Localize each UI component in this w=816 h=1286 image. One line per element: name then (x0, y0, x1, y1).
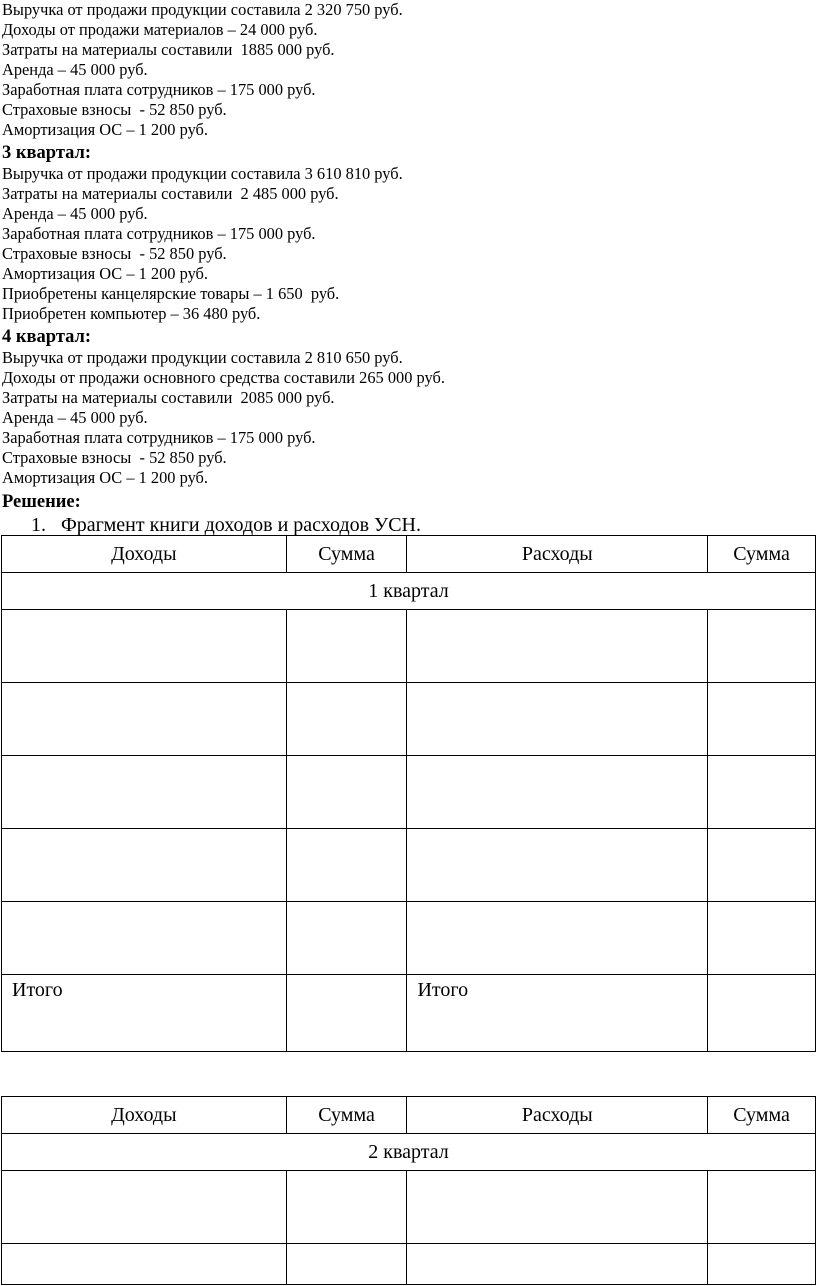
table-cell[interactable] (286, 610, 407, 683)
text-line: Аренда – 45 000 руб. (2, 204, 148, 223)
table-cell[interactable] (2, 1244, 287, 1285)
table-row (2, 902, 816, 975)
text-line: Заработная плата сотрудников – 175 000 руб. (2, 428, 316, 447)
text-line: Затраты на материалы составили 1885 000 руб. (2, 40, 335, 59)
table-cell[interactable] (708, 829, 816, 902)
table-cell[interactable] (407, 829, 708, 902)
table-cell[interactable] (407, 610, 708, 683)
table-cell[interactable] (286, 829, 407, 902)
total-row (2, 975, 816, 1052)
table-cell[interactable] (708, 1244, 816, 1285)
total-income-sum[interactable] (286, 975, 407, 1052)
text-line: Доходы от продажи основного средства составили 265 000 руб. (2, 368, 445, 387)
quarter-label: 2 квартал (2, 1134, 816, 1171)
table-cell[interactable] (2, 683, 287, 756)
text-line: Страховые взносы - 52 850 руб. (2, 100, 227, 119)
table-row (2, 756, 816, 829)
header-sum: Сумма (708, 536, 816, 573)
income-expense-table-q2 (1, 1096, 816, 1285)
table-cell[interactable] (286, 683, 407, 756)
quarter-row (2, 1134, 816, 1171)
table-cell[interactable] (286, 1171, 407, 1244)
text-line: Приобретены канцелярские товары – 1 650 руб. (2, 284, 340, 303)
table-cell[interactable] (708, 902, 816, 975)
list-item-number: 1. (31, 514, 46, 536)
table-row (2, 610, 816, 683)
table-cell[interactable] (708, 610, 816, 683)
total-expenses-sum[interactable] (708, 975, 816, 1052)
total-expenses-label: Итого (407, 975, 708, 1052)
header-sum: Сумма (708, 1097, 816, 1134)
text-line: Страховые взносы - 52 850 руб. (2, 244, 227, 263)
table-row (2, 1244, 816, 1285)
table-cell[interactable] (2, 1171, 287, 1244)
section-heading-q4: 4 квартал: (2, 327, 92, 347)
text-line: Доходы от продажи материалов – 24 000 руб. (2, 20, 318, 39)
table-header-row (2, 1097, 816, 1134)
header-expenses: Расходы (407, 536, 708, 573)
text-line: Амортизация ОС – 1 200 руб. (2, 468, 208, 487)
section-heading-solution: Решение: (2, 492, 81, 512)
text-line: Заработная плата сотрудников – 175 000 руб. (2, 224, 316, 243)
header-expenses: Расходы (407, 1097, 708, 1134)
text-line: Аренда – 45 000 руб. (2, 60, 148, 79)
text-line: Выручка от продажи продукции составила 2 810 650 руб. (2, 348, 403, 367)
header-sum: Сумма (286, 536, 407, 573)
text-line: Затраты на материалы составили 2085 000 руб. (2, 388, 335, 407)
table-cell[interactable] (286, 1244, 407, 1285)
table-cell[interactable] (708, 1171, 816, 1244)
table-cell[interactable] (2, 829, 287, 902)
quarter-label: 1 квартал (2, 573, 816, 610)
header-income: Доходы (2, 536, 287, 573)
text-line: Аренда – 45 000 руб. (2, 408, 148, 427)
header-income: Доходы (2, 1097, 287, 1134)
table-row (2, 1171, 816, 1244)
text-line: Затраты на материалы составили 2 485 000 руб. (2, 184, 339, 203)
text-line: Заработная плата сотрудников – 175 000 руб. (2, 80, 316, 99)
table-header-row (2, 536, 816, 573)
list-item (31, 513, 421, 537)
section-heading-q3: 3 квартал: (2, 143, 92, 163)
table-cell[interactable] (708, 683, 816, 756)
table-cell[interactable] (407, 756, 708, 829)
text-line: Выручка от продажи продукции составила 3 610 810 руб. (2, 164, 403, 183)
table-row (2, 829, 816, 902)
table-cell[interactable] (2, 610, 287, 683)
quarter-row (2, 573, 816, 610)
table-cell[interactable] (407, 1171, 708, 1244)
table-cell[interactable] (286, 902, 407, 975)
header-sum: Сумма (286, 1097, 407, 1134)
text-line: Амортизация ОС – 1 200 руб. (2, 264, 208, 283)
table-cell[interactable] (2, 902, 287, 975)
total-income-label: Итого (2, 975, 287, 1052)
table-cell[interactable] (708, 756, 816, 829)
table-cell[interactable] (2, 756, 287, 829)
table-cell[interactable] (286, 756, 407, 829)
text-line: Амортизация ОС – 1 200 руб. (2, 120, 208, 139)
text-line: Страховые взносы - 52 850 руб. (2, 448, 227, 467)
text-line: Выручка от продажи продукции составила 2 320 750 руб. (2, 0, 403, 19)
table-cell[interactable] (407, 683, 708, 756)
income-expense-table-q1 (1, 535, 816, 1052)
text-line: Приобретен компьютер – 36 480 руб. (2, 304, 261, 323)
table-row (2, 683, 816, 756)
list-item-text: Фрагмент книги доходов и расходов УСН. (61, 514, 421, 536)
table-cell[interactable] (407, 1244, 708, 1285)
table-cell[interactable] (407, 902, 708, 975)
